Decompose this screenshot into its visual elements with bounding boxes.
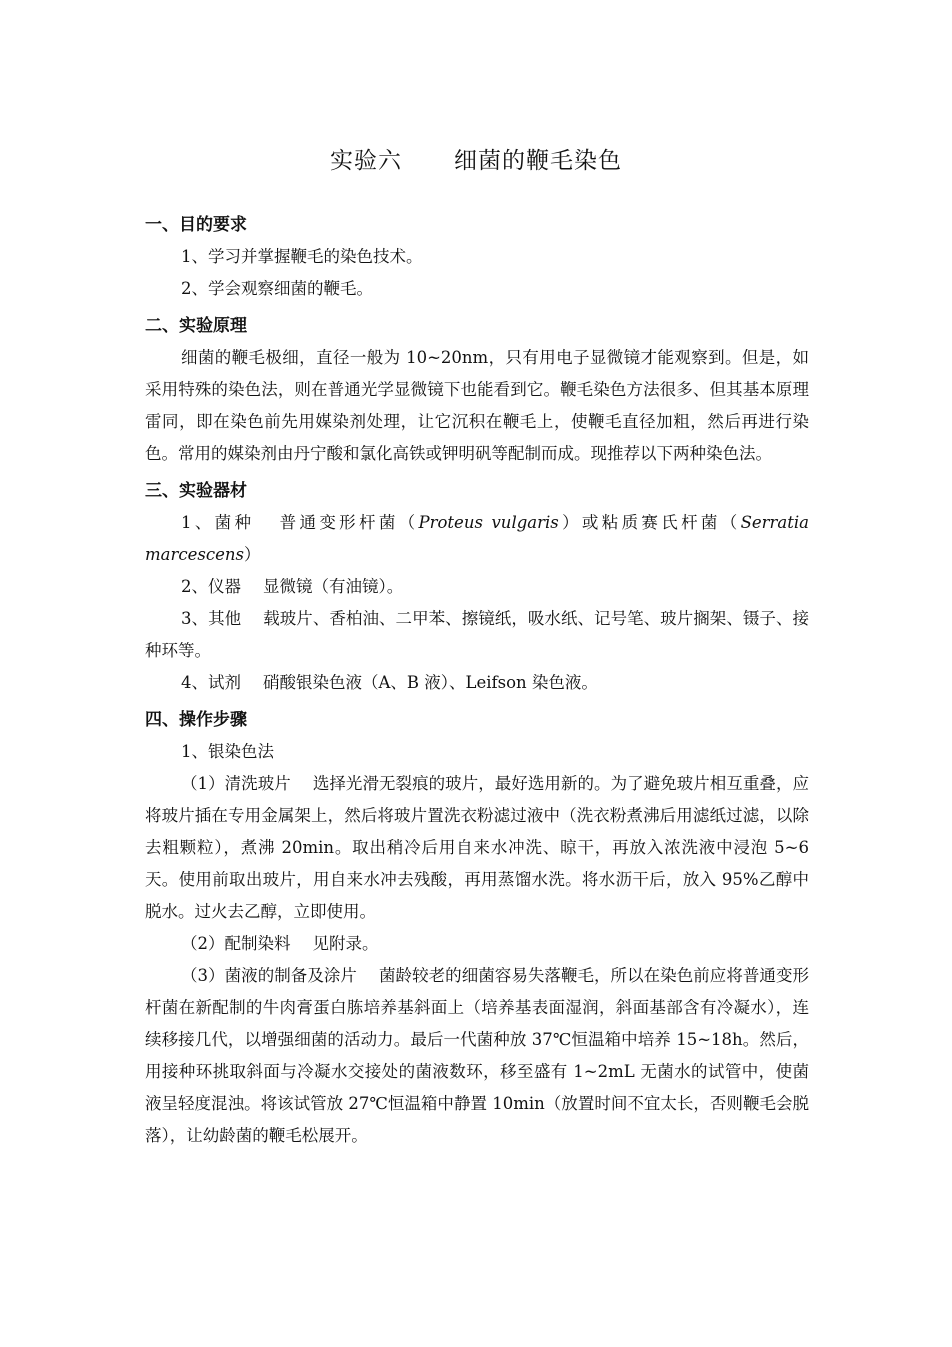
reagents-text: 硝酸银染色液（A、B 液）、Leifson 染色液。 xyxy=(263,673,598,692)
species-serratia-marcescens: Serratia marcescens xyxy=(145,513,810,564)
materials-item-reagents xyxy=(145,667,809,699)
procedure-step-3 xyxy=(145,960,809,1152)
objective-item-1: 1、学习并掌握鞭毛的染色技术。 xyxy=(181,247,423,266)
materials-item-instrument xyxy=(145,571,809,603)
reagents-label: 4、试剂 xyxy=(181,673,241,692)
species-proteus-vulgaris: Proteus vulgaris xyxy=(418,513,559,532)
strains-text-pre: 普通变形杆菌（ xyxy=(276,513,419,532)
step-2-label: （2）配制染料 xyxy=(181,934,291,953)
step-1-label: （1）清洗玻片 xyxy=(181,774,291,793)
strains-text-post: ） xyxy=(243,545,261,564)
other-label: 3、其他 xyxy=(181,609,242,628)
strains-label: 1、菌种 xyxy=(181,513,255,532)
procedure-step-1 xyxy=(145,768,809,928)
strains-text-mid: ）或粘质赛氏杆菌（ xyxy=(558,513,741,532)
document-title xyxy=(0,142,952,175)
document-body xyxy=(145,210,809,1152)
title-experiment-name: 细菌的鞭毛染色 xyxy=(454,148,622,174)
materials-item-strains xyxy=(145,507,809,571)
title-experiment-number: 实验六 xyxy=(330,148,402,174)
procedure-step-2 xyxy=(145,928,809,960)
step-3-text: 菌龄较老的细菌容易失落鞭毛，所以在染色前应将普通变形杆菌在新配制的牛肉膏蛋白胨培养基斜面上（培养基表面湿润，斜面基部含有冷凝水），连续移接几代，以增强细菌的活动力。最后一代菌种放 37℃恒温箱中培养 15~18h。然后，用接种环挑取斜面与冷凝水交接处的菌液数环，移至盛有 1~2mL 无菌水的试管中，使菌液呈轻度混浊。将该试管放 27℃恒温箱中静置 10min（放置时间不宜太长，否则鞭毛会脱落），让幼龄菌的鞭毛松展开。 xyxy=(145,966,810,1145)
other-text: 载玻片、香柏油、二甲苯、擦镜纸，吸水纸、记号笔、玻片搁架、镊子、接种环等。 xyxy=(145,609,810,660)
step-2-text: 见附录。 xyxy=(312,934,379,953)
section-heading-procedure: 四、操作步骤 xyxy=(145,710,247,730)
materials-item-other xyxy=(145,603,809,667)
instrument-text: 显微镜（有油镜）。 xyxy=(263,577,404,596)
step-1-text: 选择光滑无裂痕的玻片，最好选用新的。为了避免玻片相互重叠，应将玻片插在专用金属架上，然后将玻片置洗衣粉滤过液中（洗衣粉煮沸后用滤纸过滤，以除去粗颗粒），煮沸 20min。取出稍冷后用自来水冲洗、晾干，再放入浓洗液中浸泡 5~6 天。使用前取出玻片，用自来水冲去残酸，再用蒸馏水洗。将水沥干后，放入 95%乙醇中脱水。过火去乙醇，立即使用。 xyxy=(145,774,810,921)
objective-item-2: 2、学会观察细菌的鞭毛。 xyxy=(181,279,373,298)
step-3-label: （3）菌液的制备及涂片 xyxy=(181,966,357,985)
section-heading-materials: 三、实验器材 xyxy=(145,481,247,501)
principle-paragraph: 细菌的鞭毛极细，直径一般为 10~20nm，只有用电子显微镜才能观察到。但是，如采用特殊的染色法，则在普通光学显微镜下也能看到它。鞭毛染色方法很多、但其基本原理雷同，即在染色前先用媒染剂处理，让它沉积在鞭毛上，使鞭毛直径加粗，然后再进行染色。常用的媒染剂由丹宁酸和氯化高铁或钾明矾等配制而成。现推荐以下两种染色法。 xyxy=(145,348,809,463)
procedure-subheading-silver-stain: 1、银染色法 xyxy=(181,742,274,761)
section-heading-principle: 二、实验原理 xyxy=(145,316,247,336)
instrument-label: 2、仪器 xyxy=(181,577,241,596)
section-heading-objectives: 一、目的要求 xyxy=(145,215,247,235)
